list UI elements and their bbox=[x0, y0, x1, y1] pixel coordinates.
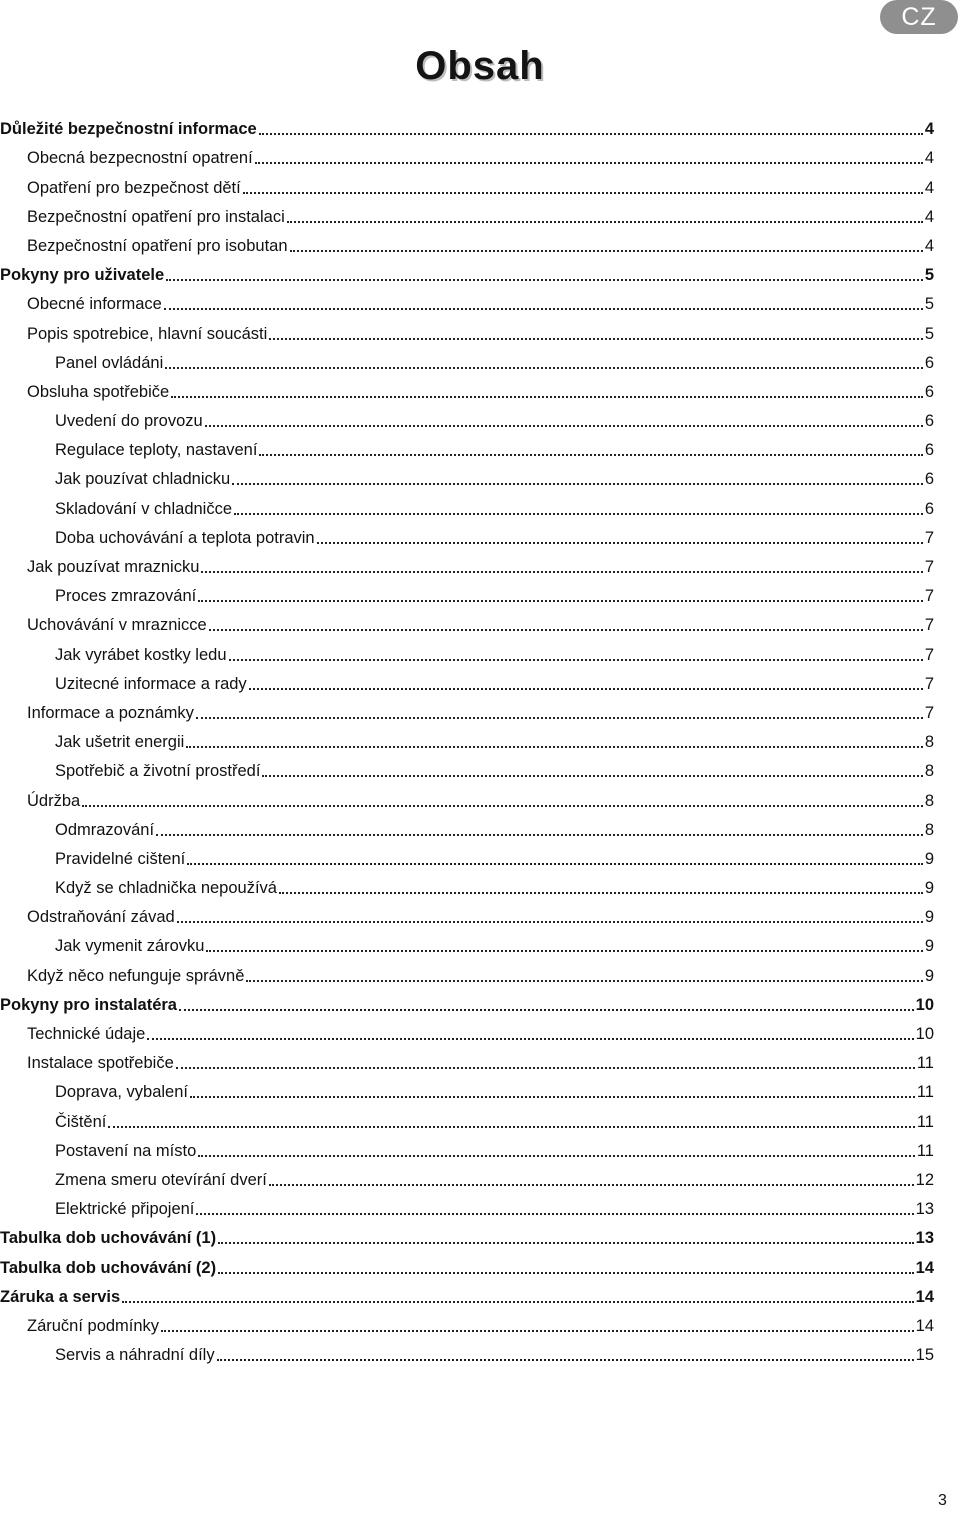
toc-entry-page: 8 bbox=[924, 791, 934, 810]
toc-entry[interactable] bbox=[0, 111, 934, 140]
toc-entry-page: 7 bbox=[924, 528, 934, 547]
toc-entry[interactable] bbox=[0, 199, 934, 228]
dot-leader bbox=[108, 1126, 915, 1128]
toc-entry-page: 6 bbox=[924, 441, 934, 460]
toc-entry[interactable] bbox=[0, 345, 934, 374]
toc-entry-title: Když se chladnička nepoužívá bbox=[55, 879, 277, 898]
toc-entry[interactable] bbox=[0, 140, 934, 169]
dot-leader bbox=[290, 250, 923, 252]
toc-entry[interactable] bbox=[0, 1133, 934, 1162]
toc-entry-page: 7 bbox=[924, 645, 934, 664]
dot-leader bbox=[147, 1038, 913, 1040]
toc-entry[interactable] bbox=[0, 636, 934, 665]
dot-leader bbox=[186, 746, 923, 748]
dot-leader bbox=[249, 688, 923, 690]
dot-leader bbox=[205, 425, 923, 427]
toc-entry-page: 12 bbox=[915, 1170, 934, 1189]
dot-leader bbox=[164, 308, 923, 310]
toc-entry[interactable] bbox=[0, 1308, 934, 1337]
toc-entry-title: Elektrické připojení bbox=[55, 1200, 195, 1219]
toc-entry-title: Spotřebič a životní prostředí bbox=[55, 762, 261, 781]
toc-entry[interactable] bbox=[0, 490, 934, 519]
dot-leader bbox=[206, 950, 922, 952]
toc-entry-title: Údržba bbox=[27, 791, 81, 810]
toc-entry-page: 6 bbox=[924, 470, 934, 489]
toc-entry[interactable] bbox=[0, 1279, 934, 1308]
dot-leader bbox=[198, 600, 923, 602]
toc-entry[interactable] bbox=[0, 782, 934, 811]
toc-entry-page: 8 bbox=[924, 820, 934, 839]
toc-entry[interactable] bbox=[0, 607, 934, 636]
toc-entry-page: 4 bbox=[924, 120, 934, 139]
dot-leader bbox=[259, 133, 923, 135]
toc-entry-title: Regulace teploty, nastavení bbox=[55, 441, 258, 460]
toc-entry-page: 5 bbox=[924, 324, 934, 343]
dot-leader bbox=[190, 1096, 915, 1098]
dot-leader bbox=[218, 1272, 914, 1274]
toc-entry-title: Uchovávání v mraznicce bbox=[27, 616, 207, 635]
toc-entry-page: 7 bbox=[924, 587, 934, 606]
dot-leader bbox=[262, 775, 922, 777]
toc-entry-title: Odmrazování bbox=[55, 820, 155, 839]
toc-entry-title: Pokyny pro uživatele bbox=[0, 266, 165, 285]
dot-leader bbox=[279, 892, 923, 894]
toc-entry-title: Jak pouzívat mraznicku bbox=[27, 558, 200, 576]
dot-leader bbox=[196, 717, 923, 719]
toc-entry-page: 6 bbox=[924, 353, 934, 372]
toc-entry-title: Jak vymenit zárovku bbox=[55, 937, 205, 956]
toc-entry-page: 9 bbox=[924, 966, 934, 985]
toc-entry-page: 6 bbox=[924, 412, 934, 431]
toc-entry[interactable] bbox=[0, 666, 934, 695]
toc-entry[interactable] bbox=[0, 578, 934, 607]
page-number: 3 bbox=[938, 1492, 947, 1509]
dot-leader bbox=[161, 1330, 914, 1332]
dot-leader bbox=[209, 629, 923, 631]
toc-entry-page: 11 bbox=[916, 1112, 934, 1131]
toc-entry[interactable] bbox=[0, 987, 934, 1016]
toc-entry-title: Jak pouzívat chladnicku bbox=[55, 470, 231, 489]
toc-entry-page: 14 bbox=[915, 1258, 934, 1277]
toc-entry-page: 4 bbox=[924, 149, 934, 168]
toc-entry[interactable] bbox=[0, 1045, 934, 1074]
toc-entry-title: Skladování v chladničce bbox=[55, 499, 233, 518]
toc-entry[interactable] bbox=[0, 520, 934, 549]
toc-entry-page: 4 bbox=[924, 236, 934, 255]
dot-leader bbox=[82, 805, 923, 807]
toc-entry[interactable] bbox=[0, 1191, 934, 1220]
toc-entry[interactable] bbox=[0, 957, 934, 986]
toc-entry[interactable] bbox=[0, 1074, 934, 1103]
toc-entry[interactable] bbox=[0, 1220, 934, 1249]
dot-leader bbox=[156, 834, 923, 836]
dot-leader bbox=[229, 659, 923, 661]
toc-entry[interactable] bbox=[0, 228, 934, 257]
toc-entry[interactable] bbox=[0, 403, 934, 432]
toc-entry-page: 5 bbox=[924, 266, 934, 285]
dot-leader bbox=[246, 980, 922, 982]
dot-leader bbox=[171, 396, 923, 398]
toc-entry[interactable] bbox=[0, 1337, 934, 1366]
dot-leader bbox=[177, 921, 923, 923]
toc-entry[interactable] bbox=[0, 870, 934, 899]
toc-entry-title: Čištění bbox=[55, 1112, 107, 1131]
toc-entry-page: 6 bbox=[924, 499, 934, 518]
page-title: Obsah bbox=[415, 44, 545, 88]
toc-entry-title: Bezpečnostní opatření pro isobutan bbox=[27, 236, 288, 255]
toc-entry-page: 9 bbox=[924, 937, 934, 956]
toc-entry-page: 15 bbox=[915, 1346, 934, 1365]
toc-entry-title: Obecná bezpecnostní opatrení bbox=[27, 149, 253, 168]
toc-entry-page: 7 bbox=[924, 616, 934, 635]
toc-entry[interactable] bbox=[0, 1249, 934, 1278]
toc-entry-page: 13 bbox=[915, 1200, 934, 1219]
toc-entry-page: 10 bbox=[915, 1025, 934, 1043]
dot-leader bbox=[317, 542, 923, 544]
toc-entry[interactable] bbox=[0, 753, 934, 782]
dot-leader bbox=[187, 863, 923, 865]
toc-entry[interactable] bbox=[0, 461, 934, 490]
toc-entry-title: Doba uchovávání a teplota potravin bbox=[55, 528, 315, 547]
toc-entry-page: 11 bbox=[916, 1083, 934, 1102]
toc-entry[interactable] bbox=[0, 1103, 934, 1132]
toc-entry-page: 7 bbox=[924, 558, 934, 576]
dot-leader bbox=[201, 571, 922, 573]
dot-leader bbox=[232, 483, 923, 485]
dot-leader bbox=[198, 1155, 915, 1157]
toc-entry-title: Pokyny pro instalatéra bbox=[0, 995, 177, 1014]
toc-entry[interactable] bbox=[0, 432, 934, 461]
toc-entry[interactable] bbox=[0, 374, 934, 403]
toc-entry-title: Uvedení do provozu bbox=[55, 412, 203, 431]
toc-entry-page: 9 bbox=[924, 908, 934, 927]
toc-entry-page: 6 bbox=[924, 382, 934, 401]
toc-entry-title: Doprava, vybalení bbox=[55, 1083, 188, 1102]
toc-entry-title: Pravidelné cištení bbox=[55, 849, 186, 868]
toc-entry-title: Když něco nefunguje správně bbox=[27, 966, 245, 985]
toc-entry-title: Obecné informace bbox=[27, 295, 162, 314]
toc-entry-page: 10 bbox=[915, 995, 934, 1014]
dot-leader bbox=[218, 1242, 914, 1244]
toc-entry-title: Proces zmrazování bbox=[55, 587, 197, 606]
toc-entry-page: 14 bbox=[915, 1316, 934, 1335]
toc-entry-title: Tabulka dob uchovávání (1) bbox=[0, 1229, 217, 1248]
dot-leader bbox=[176, 1067, 915, 1069]
dot-leader bbox=[179, 1009, 914, 1011]
toc-entry[interactable] bbox=[0, 1016, 934, 1045]
toc-entry-page: 14 bbox=[915, 1287, 934, 1306]
table-of-contents bbox=[0, 111, 934, 1366]
dot-leader bbox=[122, 1301, 913, 1303]
toc-entry-page: 5 bbox=[924, 295, 934, 314]
dot-leader bbox=[196, 1213, 913, 1215]
language-badge: CZ bbox=[880, 0, 958, 34]
toc-entry-page: 9 bbox=[924, 879, 934, 898]
dot-leader bbox=[255, 162, 923, 164]
toc-entry-title: Popis spotrebice, hlavní soucásti bbox=[27, 324, 268, 343]
toc-entry-title: Opatření pro bezpečnost dětí bbox=[27, 178, 241, 197]
toc-entry[interactable] bbox=[0, 724, 934, 753]
dot-leader bbox=[234, 513, 923, 515]
toc-entry[interactable] bbox=[0, 549, 934, 578]
toc-entry[interactable] bbox=[0, 812, 934, 841]
dot-leader bbox=[259, 454, 922, 456]
toc-entry-title: Informace a poznámky bbox=[27, 703, 194, 722]
toc-entry-page: 7 bbox=[924, 703, 934, 722]
toc-entry-title: Obsluha spotřebiče bbox=[27, 382, 170, 401]
dot-leader bbox=[269, 1184, 914, 1186]
toc-entry-title: Tabulka dob uchovávání (2) bbox=[0, 1258, 217, 1277]
toc-entry-title: Záruční podmínky bbox=[27, 1316, 160, 1335]
toc-entry-title: Zmena smeru otevírání dverí bbox=[55, 1170, 267, 1189]
toc-entry-page: 11 bbox=[916, 1054, 934, 1073]
toc-entry[interactable] bbox=[0, 286, 934, 315]
toc-entry[interactable] bbox=[0, 257, 934, 286]
toc-entry-page: 11 bbox=[916, 1141, 934, 1160]
dot-leader bbox=[287, 221, 923, 223]
toc-entry-page: 13 bbox=[915, 1229, 934, 1248]
toc-entry-title: Důležité bezpečnostní informace bbox=[0, 120, 257, 139]
toc-entry[interactable] bbox=[0, 899, 934, 928]
toc-entry[interactable] bbox=[0, 1162, 934, 1191]
toc-entry-title: Postavení na místo bbox=[55, 1141, 197, 1160]
toc-entry[interactable] bbox=[0, 928, 934, 957]
dot-leader bbox=[217, 1359, 914, 1361]
toc-entry-title: Záruka a servis bbox=[0, 1287, 121, 1306]
toc-entry-page: 4 bbox=[924, 178, 934, 197]
toc-entry-title: Instalace spotřebiče bbox=[27, 1054, 174, 1073]
toc-entry-title: Servis a náhradní díly bbox=[55, 1346, 215, 1365]
toc-entry-page: 8 bbox=[924, 762, 934, 781]
toc-entry[interactable] bbox=[0, 315, 934, 344]
toc-entry-title: Bezpečnostní opatření pro instalaci bbox=[27, 207, 285, 226]
toc-entry-page: 8 bbox=[924, 733, 934, 752]
dot-leader bbox=[166, 279, 923, 281]
toc-entry-page: 7 bbox=[924, 674, 934, 693]
toc-entry[interactable] bbox=[0, 169, 934, 198]
toc-entry-title: Panel ovládáni bbox=[55, 353, 164, 372]
dot-leader bbox=[165, 367, 923, 369]
toc-entry-page: 9 bbox=[924, 849, 934, 868]
toc-entry[interactable] bbox=[0, 695, 934, 724]
toc-entry-title: Jak vyrábet kostky ledu bbox=[55, 645, 227, 664]
toc-entry-title: Jak ušetrit energii bbox=[55, 733, 185, 752]
toc-entry-title: Odstraňování závad bbox=[27, 908, 175, 927]
dot-leader bbox=[243, 192, 923, 194]
toc-entry-title: Uzitecné informace a rady bbox=[55, 674, 247, 693]
toc-entry-title: Technické údaje bbox=[27, 1025, 146, 1043]
toc-entry-page: 4 bbox=[924, 207, 934, 226]
dot-leader bbox=[269, 338, 923, 340]
toc-entry[interactable] bbox=[0, 841, 934, 870]
